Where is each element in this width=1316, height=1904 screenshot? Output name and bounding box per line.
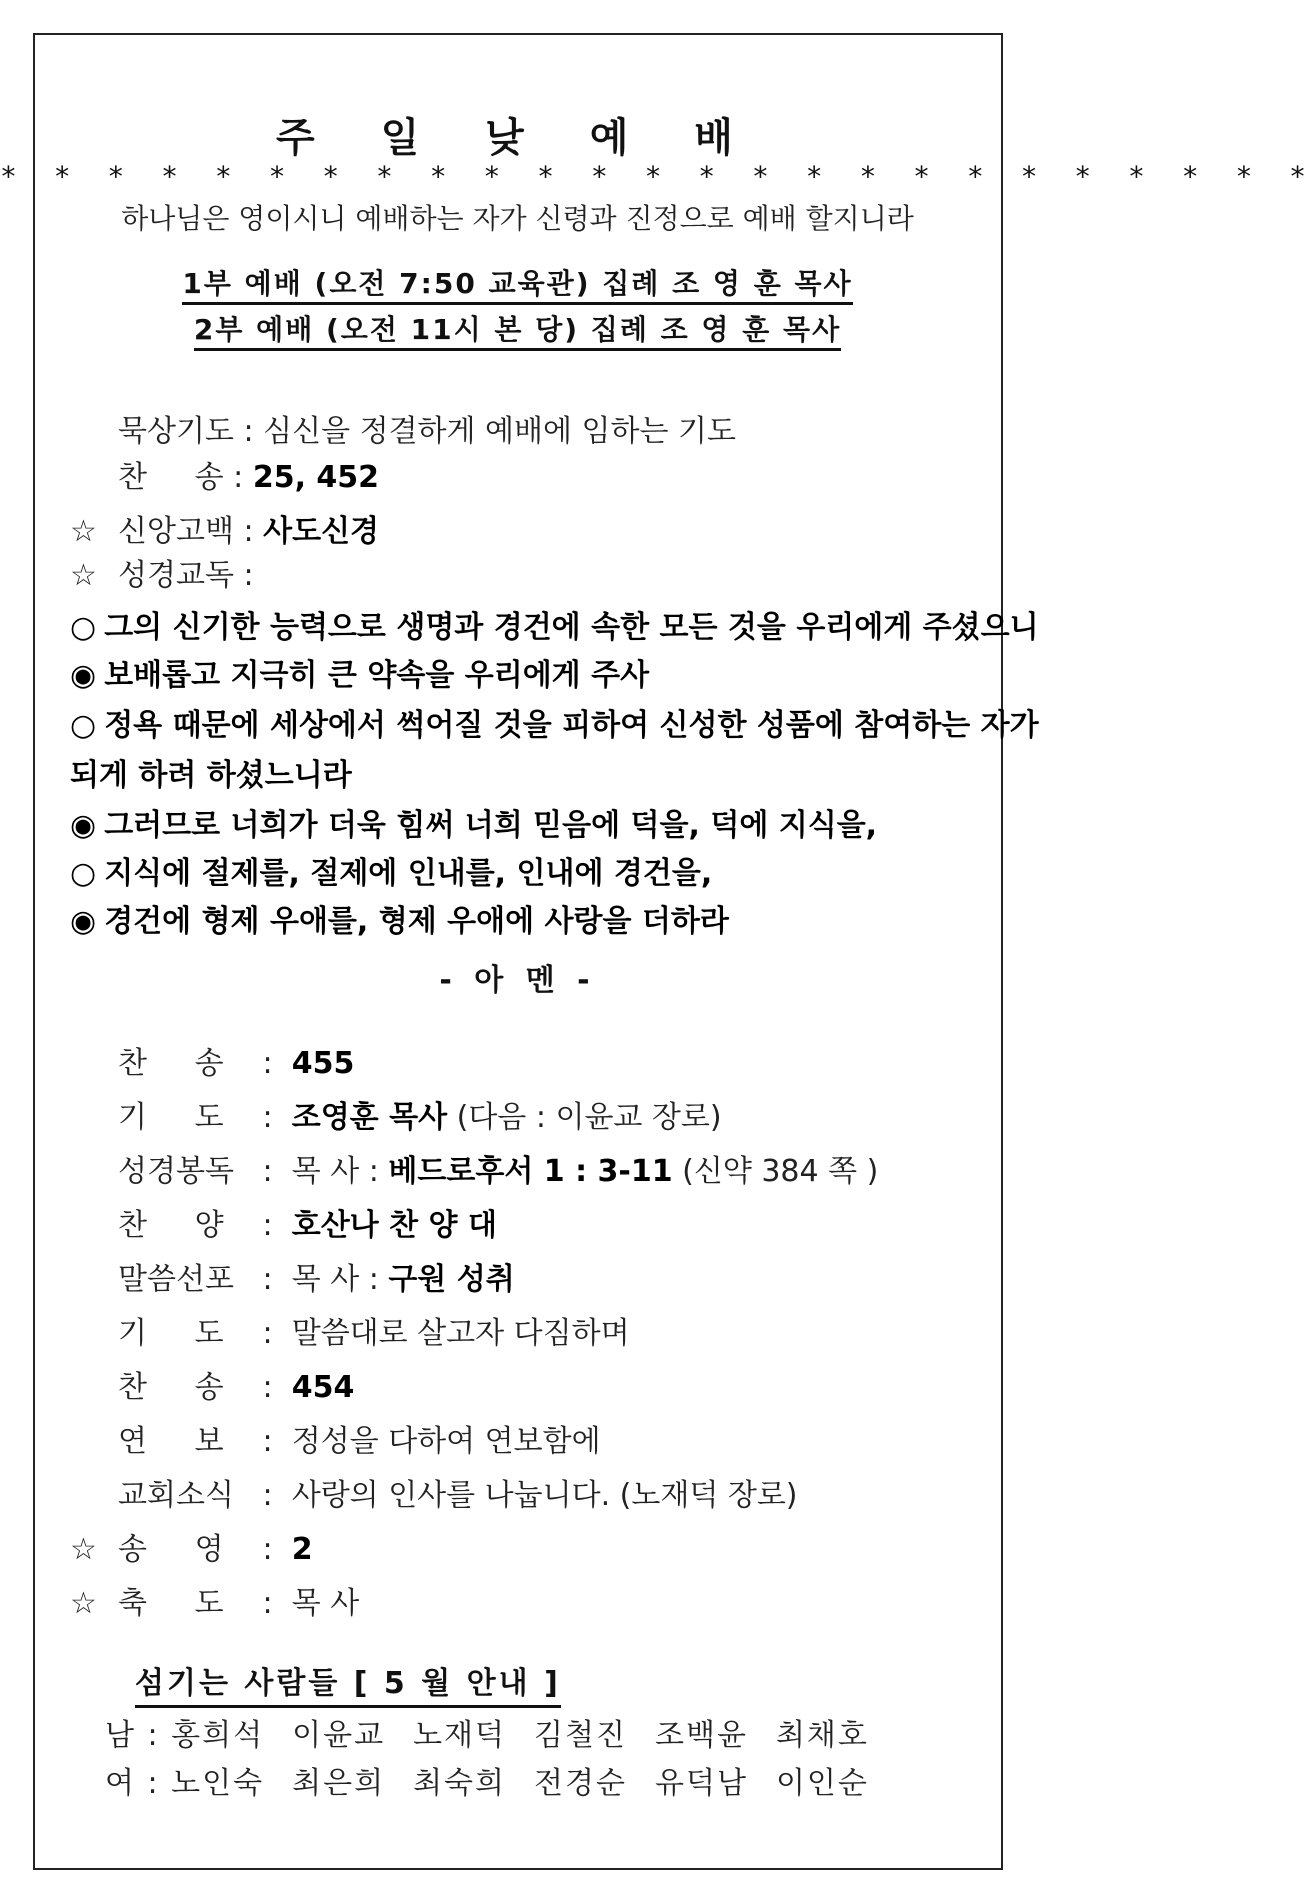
page-title: 주 일 낮 예 배 <box>276 114 759 161</box>
order-label: 기 도 <box>118 1100 224 1135</box>
server-name: 최숙희 <box>413 1766 507 1801</box>
order-item <box>70 1312 630 1356</box>
star-mark-icon: ☆ <box>70 514 97 549</box>
order-note: (신약 384 쪽 ) <box>672 1154 879 1189</box>
server-name: 홍희석 <box>171 1718 265 1753</box>
server-name: 노재덕 <box>413 1718 507 1753</box>
order-item <box>70 1096 722 1140</box>
order-value: 25, 452 <box>252 460 380 495</box>
order-item <box>70 554 263 598</box>
service-2: 2부 예배 (오전 11시 본 당) 집례 조 영 훈 목사 <box>0 308 1035 348</box>
reading-line <box>70 700 1039 744</box>
reading-text: 그러므로 너희가 더욱 힘써 너희 믿음에 덕을, 덕에 지식을, <box>104 808 878 843</box>
server-name: 조백윤 <box>654 1718 748 1753</box>
order-colon: : <box>253 1100 292 1135</box>
reading-line <box>70 800 877 844</box>
reading-text: 경건에 형제 우애를, 형제 우애에 사랑을 더하라 <box>104 904 729 939</box>
order-value: 455 <box>291 1046 355 1081</box>
server-name: 이윤교 <box>292 1718 386 1753</box>
reading-text: 그의 신기한 능력으로 생명과 경건에 속한 모든 것을 우리에게 주셨으니 <box>104 610 1039 645</box>
order-label: 교회소식 <box>118 1478 234 1513</box>
server-name: 김철진 <box>534 1718 627 1753</box>
reading-text: 보배롭고 지극히 큰 약속을 우리에게 주사 <box>104 658 650 693</box>
order-sep: : <box>233 558 264 593</box>
order-value: 베드로후서 1 : 3-11 <box>388 1154 673 1189</box>
order-label: 말씀선포 <box>118 1262 234 1297</box>
order-role: 목 사 : <box>291 1262 389 1297</box>
servers-heading: 섬기는 사람들 [ 5 월 안내 ] <box>135 1658 561 1702</box>
star-mark-icon: ☆ <box>70 558 97 593</box>
order-label: 기 도 <box>118 1316 224 1351</box>
order-colon: : <box>253 1370 292 1405</box>
order-label: 성경봉독 <box>118 1154 234 1189</box>
server-name: 최은희 <box>292 1766 386 1801</box>
order-value: 조영훈 목사 <box>291 1100 448 1135</box>
order-item <box>70 1204 497 1248</box>
star-mark-icon: ☆ <box>70 1532 97 1567</box>
reading-line <box>70 602 1039 646</box>
server-name: 최채호 <box>775 1718 869 1753</box>
order-value: 사도신경 <box>263 514 380 549</box>
order-label: 찬 양 <box>118 1208 224 1243</box>
order-value: 심신을 정결하게 예배에 임하는 기도 <box>263 414 736 449</box>
order-colon: : <box>253 1586 292 1621</box>
congregation-circle-icon: ◉ <box>70 658 97 693</box>
order-item <box>70 1474 798 1518</box>
order-label: 묵상기도 <box>118 414 234 449</box>
order-colon: : <box>253 1262 292 1297</box>
order-label: 찬 송 <box>118 460 224 495</box>
server-name: 전경순 <box>534 1766 627 1801</box>
order-label: 연 보 <box>118 1424 224 1459</box>
order-colon: : <box>253 1046 292 1081</box>
server-name: 유덕남 <box>654 1766 748 1801</box>
reading-line <box>70 896 729 940</box>
order-note: 말씀대로 살고자 다짐하며 <box>291 1316 630 1351</box>
order-item <box>70 1420 601 1464</box>
reading-line <box>70 750 352 794</box>
order-label: 성경교독 <box>118 558 234 593</box>
order-note: 정성을 다하여 연보함에 <box>291 1424 601 1459</box>
order-colon: : <box>253 1478 292 1513</box>
order-label: 축 도 <box>118 1586 224 1621</box>
order-value: 2 <box>291 1532 313 1567</box>
congregation-circle-icon: ◉ <box>70 808 97 843</box>
reading-text: 정욕 때문에 세상에서 썩어질 것을 피하여 신성한 성품에 참여하는 자가 <box>104 708 1039 743</box>
servers-men: 남 : 홍희석 이윤교 노재덕 김철진 조백윤 최채호 <box>105 1710 897 1754</box>
order-colon: : <box>253 1532 292 1567</box>
reading-text: 지식에 절제를, 절제에 인내를, 인내에 경건을, <box>104 856 713 891</box>
order-item <box>70 1042 354 1086</box>
reading-line <box>70 650 649 694</box>
reading-text: 되게 하려 하셨느니라 <box>70 758 352 793</box>
reading-line <box>70 848 712 892</box>
order-value: 호산나 찬 양 대 <box>291 1208 497 1243</box>
order-colon: : <box>253 1316 292 1351</box>
motto: 하나님은 영이시니 예배하는 자가 신령과 진정으로 예배 할지니라 <box>121 202 914 235</box>
order-colon: : <box>253 1154 292 1189</box>
server-name: 이인순 <box>775 1766 869 1801</box>
order-note: 목 사 <box>291 1586 360 1621</box>
star-divider: * * * * * * * * * * * * * * * * * * * * * * * * * <box>0 160 1316 193</box>
congregation-circle-icon: ◉ <box>70 904 97 939</box>
leader-circle-icon: ○ <box>70 610 97 645</box>
service-1: 1부 예배 (오전 7:50 교육관) 집례 조 영 훈 목사 <box>0 262 1035 302</box>
order-item <box>70 410 736 454</box>
order-item <box>70 510 379 554</box>
order-value: 구원 성취 <box>388 1262 515 1297</box>
order-note: (다음 : 이윤교 장로) <box>447 1100 722 1135</box>
order-item <box>70 1150 878 1194</box>
order-sep: : <box>223 460 253 495</box>
server-name: 노인숙 <box>171 1766 265 1801</box>
order-colon: : <box>253 1424 292 1459</box>
order-sep: : <box>233 414 264 449</box>
order-role: 목 사 : <box>291 1154 389 1189</box>
order-sep: : <box>233 514 264 549</box>
servers-women: 여 : 노인숙 최은희 최숙희 전경순 유덕남 이인순 <box>105 1758 897 1802</box>
leader-circle-icon: ○ <box>70 708 97 743</box>
order-colon: : <box>253 1208 292 1243</box>
order-label: 신앙고백 <box>118 514 234 549</box>
amen: - 아 멘 - <box>439 963 596 998</box>
star-mark-icon: ☆ <box>70 1586 97 1621</box>
order-item <box>70 1582 359 1626</box>
order-value: 454 <box>291 1370 355 1405</box>
order-item <box>70 1528 313 1572</box>
order-label: 송 영 <box>118 1532 224 1567</box>
order-label: 찬 송 <box>118 1046 224 1081</box>
order-note: 사랑의 인사를 나눕니다. (노재덕 장로) <box>291 1478 798 1513</box>
order-label: 찬 송 <box>118 1370 224 1405</box>
order-item <box>70 456 379 500</box>
order-item <box>70 1258 515 1302</box>
order-item <box>70 1366 354 1410</box>
leader-circle-icon: ○ <box>70 856 97 891</box>
